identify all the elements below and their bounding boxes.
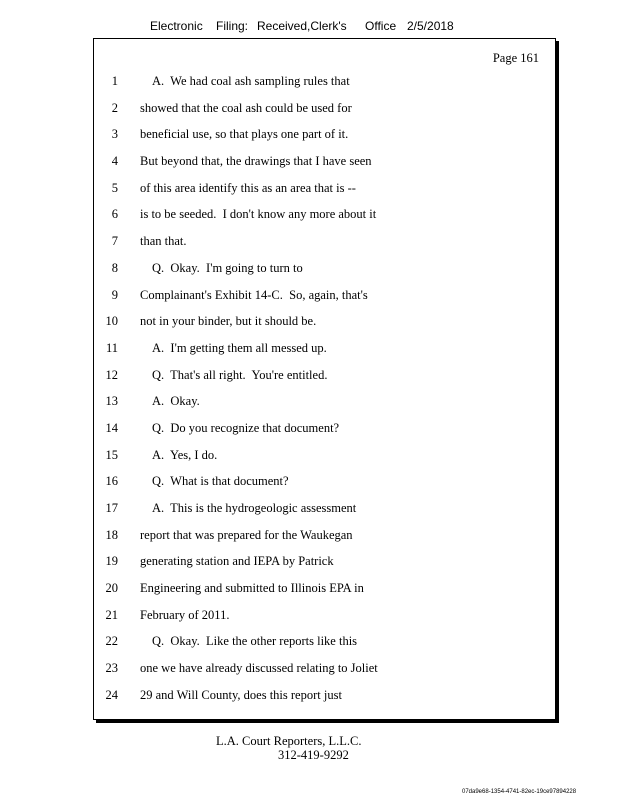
transcript-line bbox=[94, 499, 555, 526]
line-text: report that was prepared for the Waukegan bbox=[140, 527, 353, 542]
transcript-line bbox=[94, 632, 555, 659]
stamp-word-received: Received,Clerk's bbox=[257, 19, 347, 33]
transcript-line bbox=[94, 552, 555, 579]
filing-stamp bbox=[150, 19, 454, 33]
line-number: 1 bbox=[111, 74, 118, 88]
transcript-line bbox=[94, 179, 555, 206]
line-number: 17 bbox=[105, 501, 118, 515]
line-number: 11 bbox=[105, 340, 118, 355]
line-number: 2 bbox=[111, 100, 118, 115]
line-number: 3 bbox=[111, 127, 118, 142]
transcript-lines bbox=[94, 72, 555, 713]
transcript-line bbox=[94, 366, 555, 393]
line-text: than that. bbox=[140, 234, 187, 249]
transcript-line bbox=[94, 659, 555, 686]
transcript-page bbox=[93, 38, 556, 720]
line-number: 10 bbox=[105, 314, 118, 329]
line-text: beneficial use, so that plays one part of it. bbox=[140, 127, 349, 142]
transcript-line bbox=[94, 686, 555, 713]
line-text: A. I'm getting them all messed up. bbox=[152, 340, 327, 355]
line-number: 21 bbox=[105, 607, 118, 622]
line-text: Q. What is that document? bbox=[152, 474, 289, 489]
transcript-line bbox=[94, 579, 555, 606]
line-text: of this area identify this as an area that is -- bbox=[140, 180, 356, 195]
line-number: 18 bbox=[105, 527, 118, 542]
line-text: A. Okay. bbox=[152, 394, 200, 409]
transcript-line bbox=[94, 472, 555, 499]
line-number: 16 bbox=[105, 474, 118, 489]
transcript-line bbox=[94, 339, 555, 366]
line-text: generating station and IEPA by Patrick bbox=[140, 554, 334, 569]
line-text: Complainant's Exhibit 14-C. So, again, that's bbox=[140, 287, 368, 302]
transcript-line bbox=[94, 419, 555, 446]
transcript-line bbox=[94, 232, 555, 259]
line-text: showed that the coal ash could be used for bbox=[140, 100, 352, 115]
line-text: 29 and Will County, does this report just bbox=[140, 687, 342, 702]
line-number: 15 bbox=[105, 447, 118, 462]
line-number: 20 bbox=[105, 581, 118, 596]
transcript-line bbox=[94, 446, 555, 473]
line-number: 4 bbox=[111, 154, 118, 169]
line-number: 6 bbox=[111, 207, 118, 222]
line-text: is to be seeded. I don't know any more about it bbox=[140, 207, 377, 222]
line-text: Q. That's all right. You're entitled. bbox=[152, 367, 328, 382]
transcript-line bbox=[94, 72, 555, 99]
transcript-line bbox=[94, 125, 555, 152]
line-text: Q. Okay. Like the other reports like this bbox=[152, 634, 358, 649]
line-text: But beyond that, the drawings that I have seen bbox=[140, 154, 372, 169]
reporter-phone: 312-419-9292 bbox=[278, 748, 349, 762]
line-text: A. Yes, I do. bbox=[152, 447, 218, 462]
transcript-line bbox=[94, 392, 555, 419]
line-number: 19 bbox=[105, 554, 118, 569]
line-text: one we have already discussed relating to Joliet bbox=[140, 661, 378, 676]
reporter-company: L.A. Court Reporters, L.L.C. bbox=[216, 734, 362, 748]
line-text: February of 2011. bbox=[140, 607, 230, 622]
line-number: 9 bbox=[111, 287, 118, 302]
line-text: Engineering and submitted to Illinois EPA in bbox=[140, 581, 364, 596]
line-text: Q. Okay. I'm going to turn to bbox=[152, 260, 303, 275]
line-number: 23 bbox=[105, 661, 118, 676]
stamp-word-electronic: Electronic bbox=[150, 19, 203, 33]
line-number: 14 bbox=[105, 420, 118, 435]
stamp-date: 2/5/2018 bbox=[407, 19, 454, 33]
transcript-line bbox=[94, 259, 555, 286]
transcript-line bbox=[94, 606, 555, 633]
stamp-word-office: Office bbox=[365, 19, 397, 33]
line-number: 5 bbox=[111, 180, 118, 195]
line-text: A. We had coal ash sampling rules that bbox=[152, 74, 350, 88]
line-number: 12 bbox=[105, 367, 118, 382]
line-number: 24 bbox=[105, 687, 118, 702]
transcript-line bbox=[94, 99, 555, 126]
document-id: 07da9e68-1354-4741-82ec-19ce97894228 bbox=[462, 789, 577, 795]
line-text: not in your binder, but it should be. bbox=[140, 314, 317, 329]
line-number: 13 bbox=[105, 394, 118, 409]
line-text: A. This is the hydrogeologic assessment bbox=[152, 501, 357, 515]
transcript-line bbox=[94, 152, 555, 179]
line-number: 8 bbox=[111, 260, 118, 275]
transcript-line bbox=[94, 526, 555, 553]
line-number: 22 bbox=[105, 634, 118, 649]
transcript-line bbox=[94, 312, 555, 339]
transcript-line bbox=[94, 205, 555, 232]
transcript-line bbox=[94, 286, 555, 313]
line-text: Q. Do you recognize that document? bbox=[152, 420, 340, 435]
page-number: Page 161 bbox=[492, 51, 539, 65]
line-number: 7 bbox=[111, 234, 118, 249]
stamp-word-filing: Filing: bbox=[216, 19, 249, 33]
